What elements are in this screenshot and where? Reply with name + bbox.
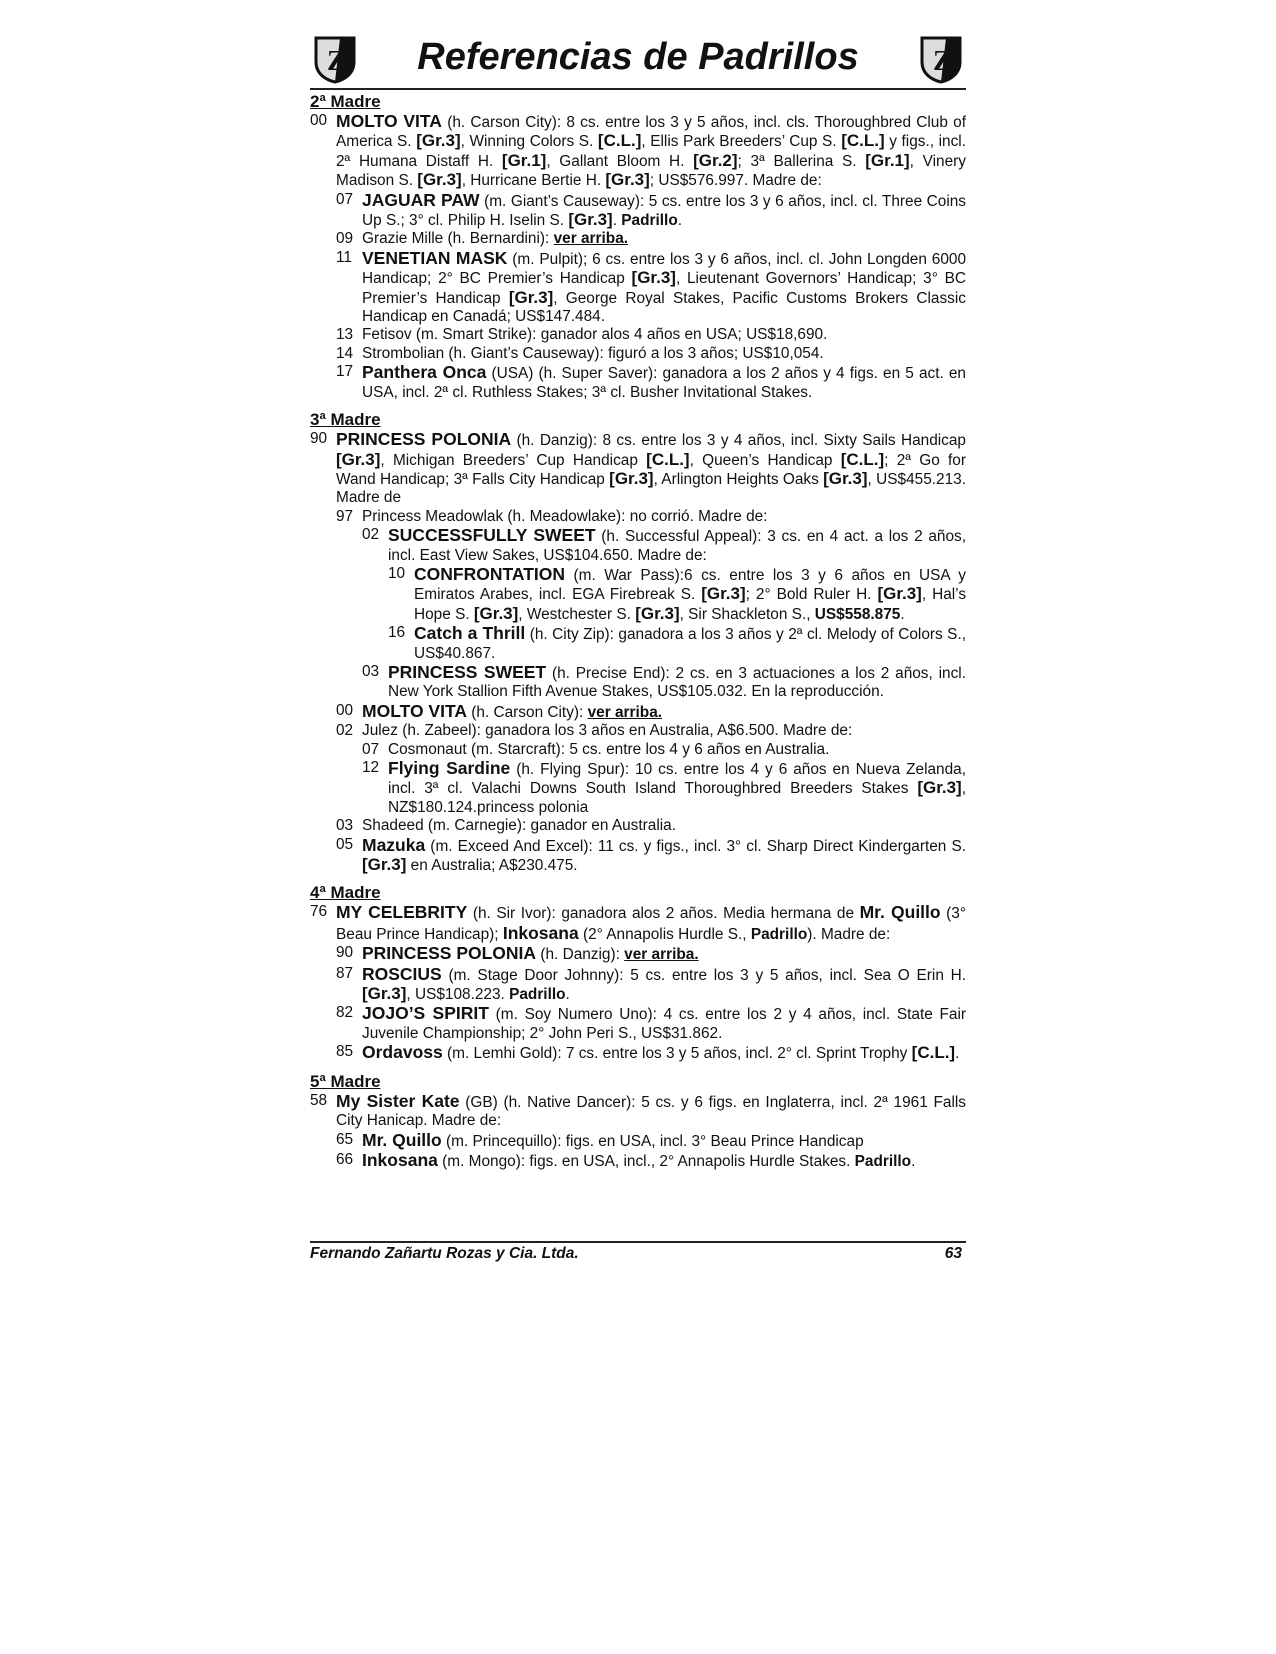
- pedigree-entry: 66 Inkosana (m. Mongo): figs. en USA, incl., 2° Annapolis Hurdle Stakes. Padrillo.: [336, 1149, 916, 1170]
- pedigree-entry: 90 PRINCESS POLONIA (h. Danzig): 8 cs. entre los 3 y 4 años, incl. Sixty Sails Handicap [Gr.3], Michigan Breeders’ Cup Handicap [C.L.], Queen’s Handicap [C.L.]; 2ª Go for Wand Handicap; 3ª Falls City Handicap [Gr.3], Arlington Heights Oaks [Gr.3], US$455.213. Madre de: [310, 429, 966, 507]
- pedigree-entry: 90 PRINCESS POLONIA (h. Danzig): ver arriba.: [336, 943, 699, 964]
- pedigree-entry: 14 Strombolian (h. Giant’s Causeway): figuró a los 3 años; US$10,054.: [336, 344, 824, 362]
- page-footer: [310, 1241, 966, 1263]
- pedigree-entry: 09 Grazie Mille (h. Bernardini): ver arriba.: [336, 230, 629, 248]
- pedigree-entry: 12 Flying Sardine (h. Flying Spur): 10 cs. entre los 4 y 6 años en Nueva Zelanda, incl. 3ª cl. Valachi Downs South Island Thoroughbred Breeders Stakes [Gr.3], NZ$180.124.princess polonia: [362, 758, 966, 816]
- section-title: 2ª Madre: [310, 92, 381, 111]
- pedigree-entry: 87 ROSCIUS (m. Stage Door Johnny): 5 cs. entre los 3 y 5 años, incl. Sea O Erin H. [Gr.3], US$108.223. Padrillo.: [336, 963, 966, 1004]
- pedigree-entry: 82 JOJO’S SPIRIT (m. Soy Numero Uno): 4 cs. entre los 2 y 4 años, incl. State Fair Juvenile Championship; 2° John Peri S., US$31.862.: [336, 1003, 966, 1042]
- pedigree-entry: 00 MOLTO VITA (h. Carson City): ver arriba.: [336, 700, 663, 721]
- pedigree-entry: 65 Mr. Quillo (m. Princequillo): figs. en USA, incl. 3° Beau Prince Handicap: [336, 1129, 864, 1150]
- pedigree-entry: 05 Mazuka (m. Exceed And Excel): 11 cs. y figs., incl. 3° cl. Sharp Direct Kindergarten S. [Gr.3] en Australia; A$230.475.: [336, 834, 966, 875]
- pedigree-entry: 16 Catch a Thrill (h. City Zip): ganadora a los 3 años y 2ª cl. Melody of Colors S., US$40.867.: [388, 623, 966, 662]
- svg-text:Z: Z: [933, 46, 952, 77]
- page-number: 63: [944, 1245, 962, 1262]
- pedigree-entry: 11 VENETIAN MASK (m. Pulpit); 6 cs. entre los 3 y 6 años, incl. cl. John Longden 6000 Handicap; 2° BC Premier’s Handicap [Gr.3], Lieutenant Governors’ Handicap; 3° BC Premier’s Handicap [Gr.3], George Royal Stakes, Pacific Customs Brokers Classic Handicap en Canadá; US$147.484.: [336, 247, 967, 326]
- page-title: Referencias de Padrillos: [417, 36, 859, 78]
- pedigree-entry: 58 My Sister Kate (GB) (h. Native Dancer): 5 cs. y 6 figs. en Inglaterra, incl. 2ª 1961 Falls City Hanicap. Madre de:: [310, 1090, 966, 1130]
- page-header: [310, 30, 966, 90]
- footer-company: Fernando Zañartu Rozas y Cia. Ltda.: [310, 1245, 579, 1262]
- pedigree-content: [310, 92, 966, 1171]
- pedigree-entry: 13 Fetisov (m. Smart Strike): ganador alos 4 años en USA; US$18,690.: [336, 326, 828, 344]
- pedigree-entry: 03 Shadeed (m. Carnegie): ganador en Australia.: [336, 817, 676, 835]
- pedigree-entry: 03 PRINCESS SWEET (h. Precise End): 2 cs. en 3 actuaciones a los 2 años, incl. New York Stallion Fifth Avenue Stakes, US$105.032. En la reproducción.: [362, 661, 966, 701]
- pedigree-entry: 07 Cosmonaut (m. Starcraft): 5 cs. entre los 4 y 6 años en Australia.: [362, 740, 830, 758]
- pedigree-entry: 02 SUCCESSFULLY SWEET (h. Successful Appeal): 3 cs. en 4 act. a los 2 años, incl. East View Sakes, US$104.650. Madre de:: [362, 525, 966, 564]
- page: [310, 30, 966, 1171]
- shield-logo-icon: [916, 34, 966, 84]
- section-title: 4ª Madre: [310, 883, 381, 903]
- section-title: 5ª Madre: [310, 1071, 381, 1091]
- pedigree-entry: 97 Princess Meadowlak (h. Meadowlake): no corrió. Madre de:: [336, 507, 768, 525]
- pedigree-entry: 07 JAGUAR PAW (m. Giant’s Causeway): 5 cs. entre los 3 y 6 años, incl. cl. Three Coins Up S.; 3° cl. Philip H. Iselin S. [Gr.3]. Padrillo.: [336, 189, 966, 230]
- pedigree-entry: 10 CONFRONTATION (m. War Pass):6 cs. entre los 3 y 6 años en USA y Emiratos Arabes, incl. EGA Firebreak S. [Gr.3]; 2° Bold Ruler H. [Gr.3], Hal’s Hope S. [Gr.3], Westchester S. [Gr.3], Sir Shackleton S., US$558.875.: [388, 563, 967, 623]
- pedigree-entry: 17 Panthera Onca (USA) (h. Super Saver): ganadora a los 2 años y 4 figs. en 5 act. en USA, incl. 2ª cl. Ruthless Stakes; 3ª cl. Busher Invitational Stakes.: [336, 362, 966, 401]
- pedigree-entry: 00 MOLTO VITA (h. Carson City): 8 cs. entre los 3 y 5 años, incl. cls. Thoroughbred Club of America S. [Gr.3], Winning Colors S. [C.L.], Ellis Park Breeders’ Cup S. [C.L.] y figs., incl. 2ª Humana Distaff H. [Gr.1], Gallant Bloom H. [Gr.2]; 3ª Ballerina S. [Gr.1], Vinery Madison S. [Gr.3], Hurricane Bertie H. [Gr.3]; US$576.997. Madre de:: [310, 111, 966, 190]
- pedigree-entry: 76 MY CELEBRITY (h. Sir Ivor): ganadora alos 2 años. Media hermana de Mr. Quillo (3° Beau Prince Handicap); Inkosana (2° Annapolis Hurdle S., Padrillo). Madre de:: [310, 902, 966, 943]
- pedigree-entry: 02 Julez (h. Zabeel): ganadora los 3 años en Australia, A$6.500. Madre de:: [336, 722, 853, 740]
- pedigree-entry: 85 Ordavoss (m. Lemhi Gold): 7 cs. entre los 3 y 5 años, incl. 2° cl. Sprint Trophy [C.L.].: [336, 1042, 960, 1063]
- svg-text:Z: Z: [327, 46, 346, 77]
- section-title: 3ª Madre: [310, 410, 381, 430]
